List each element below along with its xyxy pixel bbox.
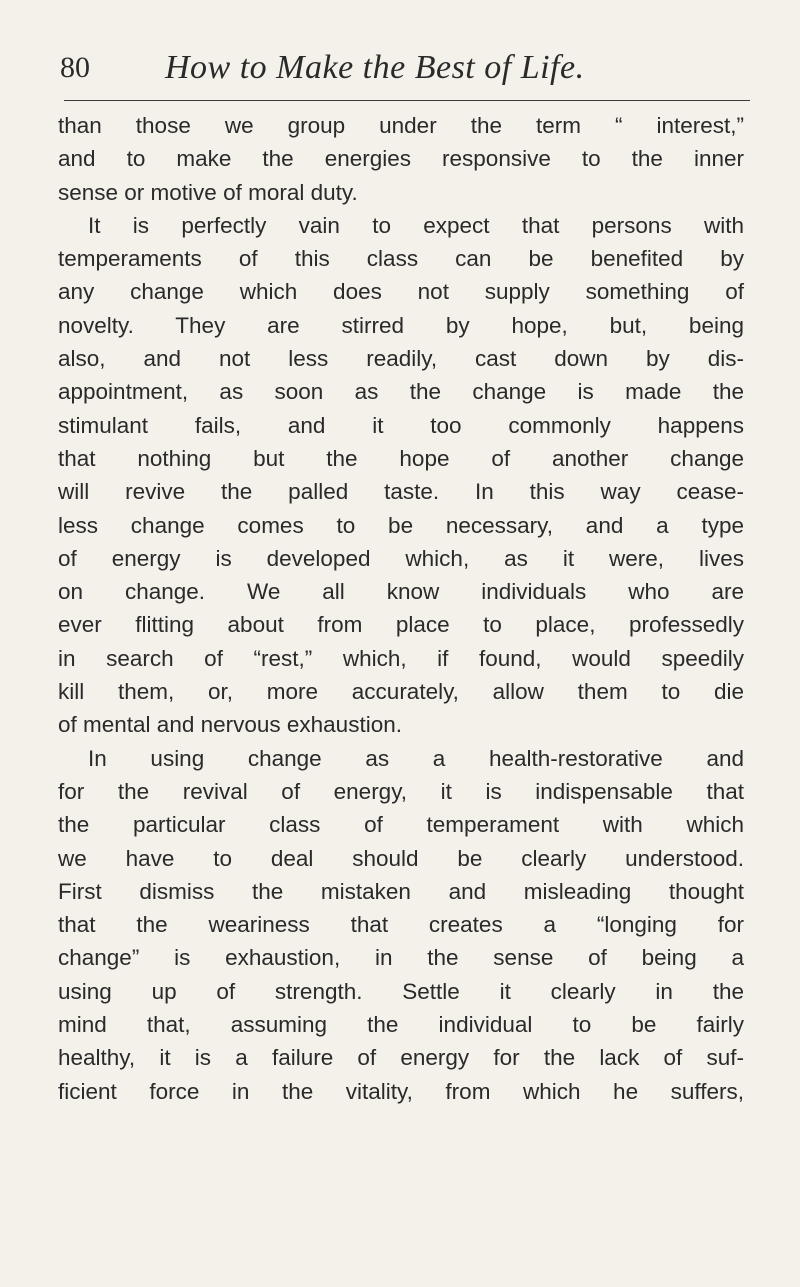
page-number: 80 xyxy=(60,51,90,84)
text-line: It is perfectly vain to expect that persons with xyxy=(88,212,744,238)
text-line: of energy is developed which, as it were, lives xyxy=(58,545,744,571)
text-line: that nothing but the hope of another change xyxy=(58,445,744,471)
text-line: for the revival of energy, it is indispensable that xyxy=(58,778,744,804)
text-line: using up of strength. Settle it clearly in the xyxy=(58,978,744,1004)
text-line: that the weariness that creates a “longing for xyxy=(58,912,744,938)
text-line: than those we group under the term “ interest,” xyxy=(58,113,744,138)
text-line: temperaments of this class can be benefited by xyxy=(58,246,744,272)
text-line: novelty. They are stirred by hope, but, being xyxy=(58,312,744,338)
text-line: healthy, it is a failure of energy for the lack of suf- xyxy=(58,1045,744,1071)
text-line: less change comes to be necessary, and a type xyxy=(58,512,744,538)
text-line: kill them, or, more accurately, allow them to die xyxy=(58,679,744,705)
text-line: of mental and nervous exhaustion. xyxy=(58,712,402,738)
text-line: also, and not less readily, cast down by dis- xyxy=(58,346,744,372)
text-line: any change which does not supply something of xyxy=(58,279,744,305)
text-line: the particular class of temperament with which xyxy=(58,812,744,838)
text-line: appointment, as soon as the change is made the xyxy=(58,379,744,405)
text-line: will revive the palled taste. In this way cease- xyxy=(58,479,744,505)
text-line: In using change as a health-restorative and xyxy=(88,745,744,771)
text-line: change” is exhaustion, in the sense of being a xyxy=(58,945,744,971)
body-text xyxy=(58,109,744,1108)
text-line: mind that, assuming the individual to be fairly xyxy=(58,1012,744,1038)
text-line: and to make the energies responsive to the inner xyxy=(58,146,744,172)
text-line: on change. We all know individuals who are xyxy=(58,579,744,605)
text-line: First dismiss the mistaken and misleading thought xyxy=(58,878,744,904)
text-line: we have to deal should be clearly understood. xyxy=(58,845,744,871)
text-line: sense or motive of moral duty. xyxy=(58,179,358,205)
text-line: ficient force in the vitality, from which he suffers, xyxy=(58,1078,744,1104)
text-line: stimulant fails, and it too commonly happens xyxy=(58,412,744,438)
text-line: ever flitting about from place to place, professedly xyxy=(58,612,744,638)
page-header xyxy=(60,48,750,98)
header-rule xyxy=(64,100,750,101)
text-line: in search of “rest,” which, if found, would speedily xyxy=(58,645,744,671)
running-title: How to Make the Best of Life. xyxy=(165,49,585,86)
